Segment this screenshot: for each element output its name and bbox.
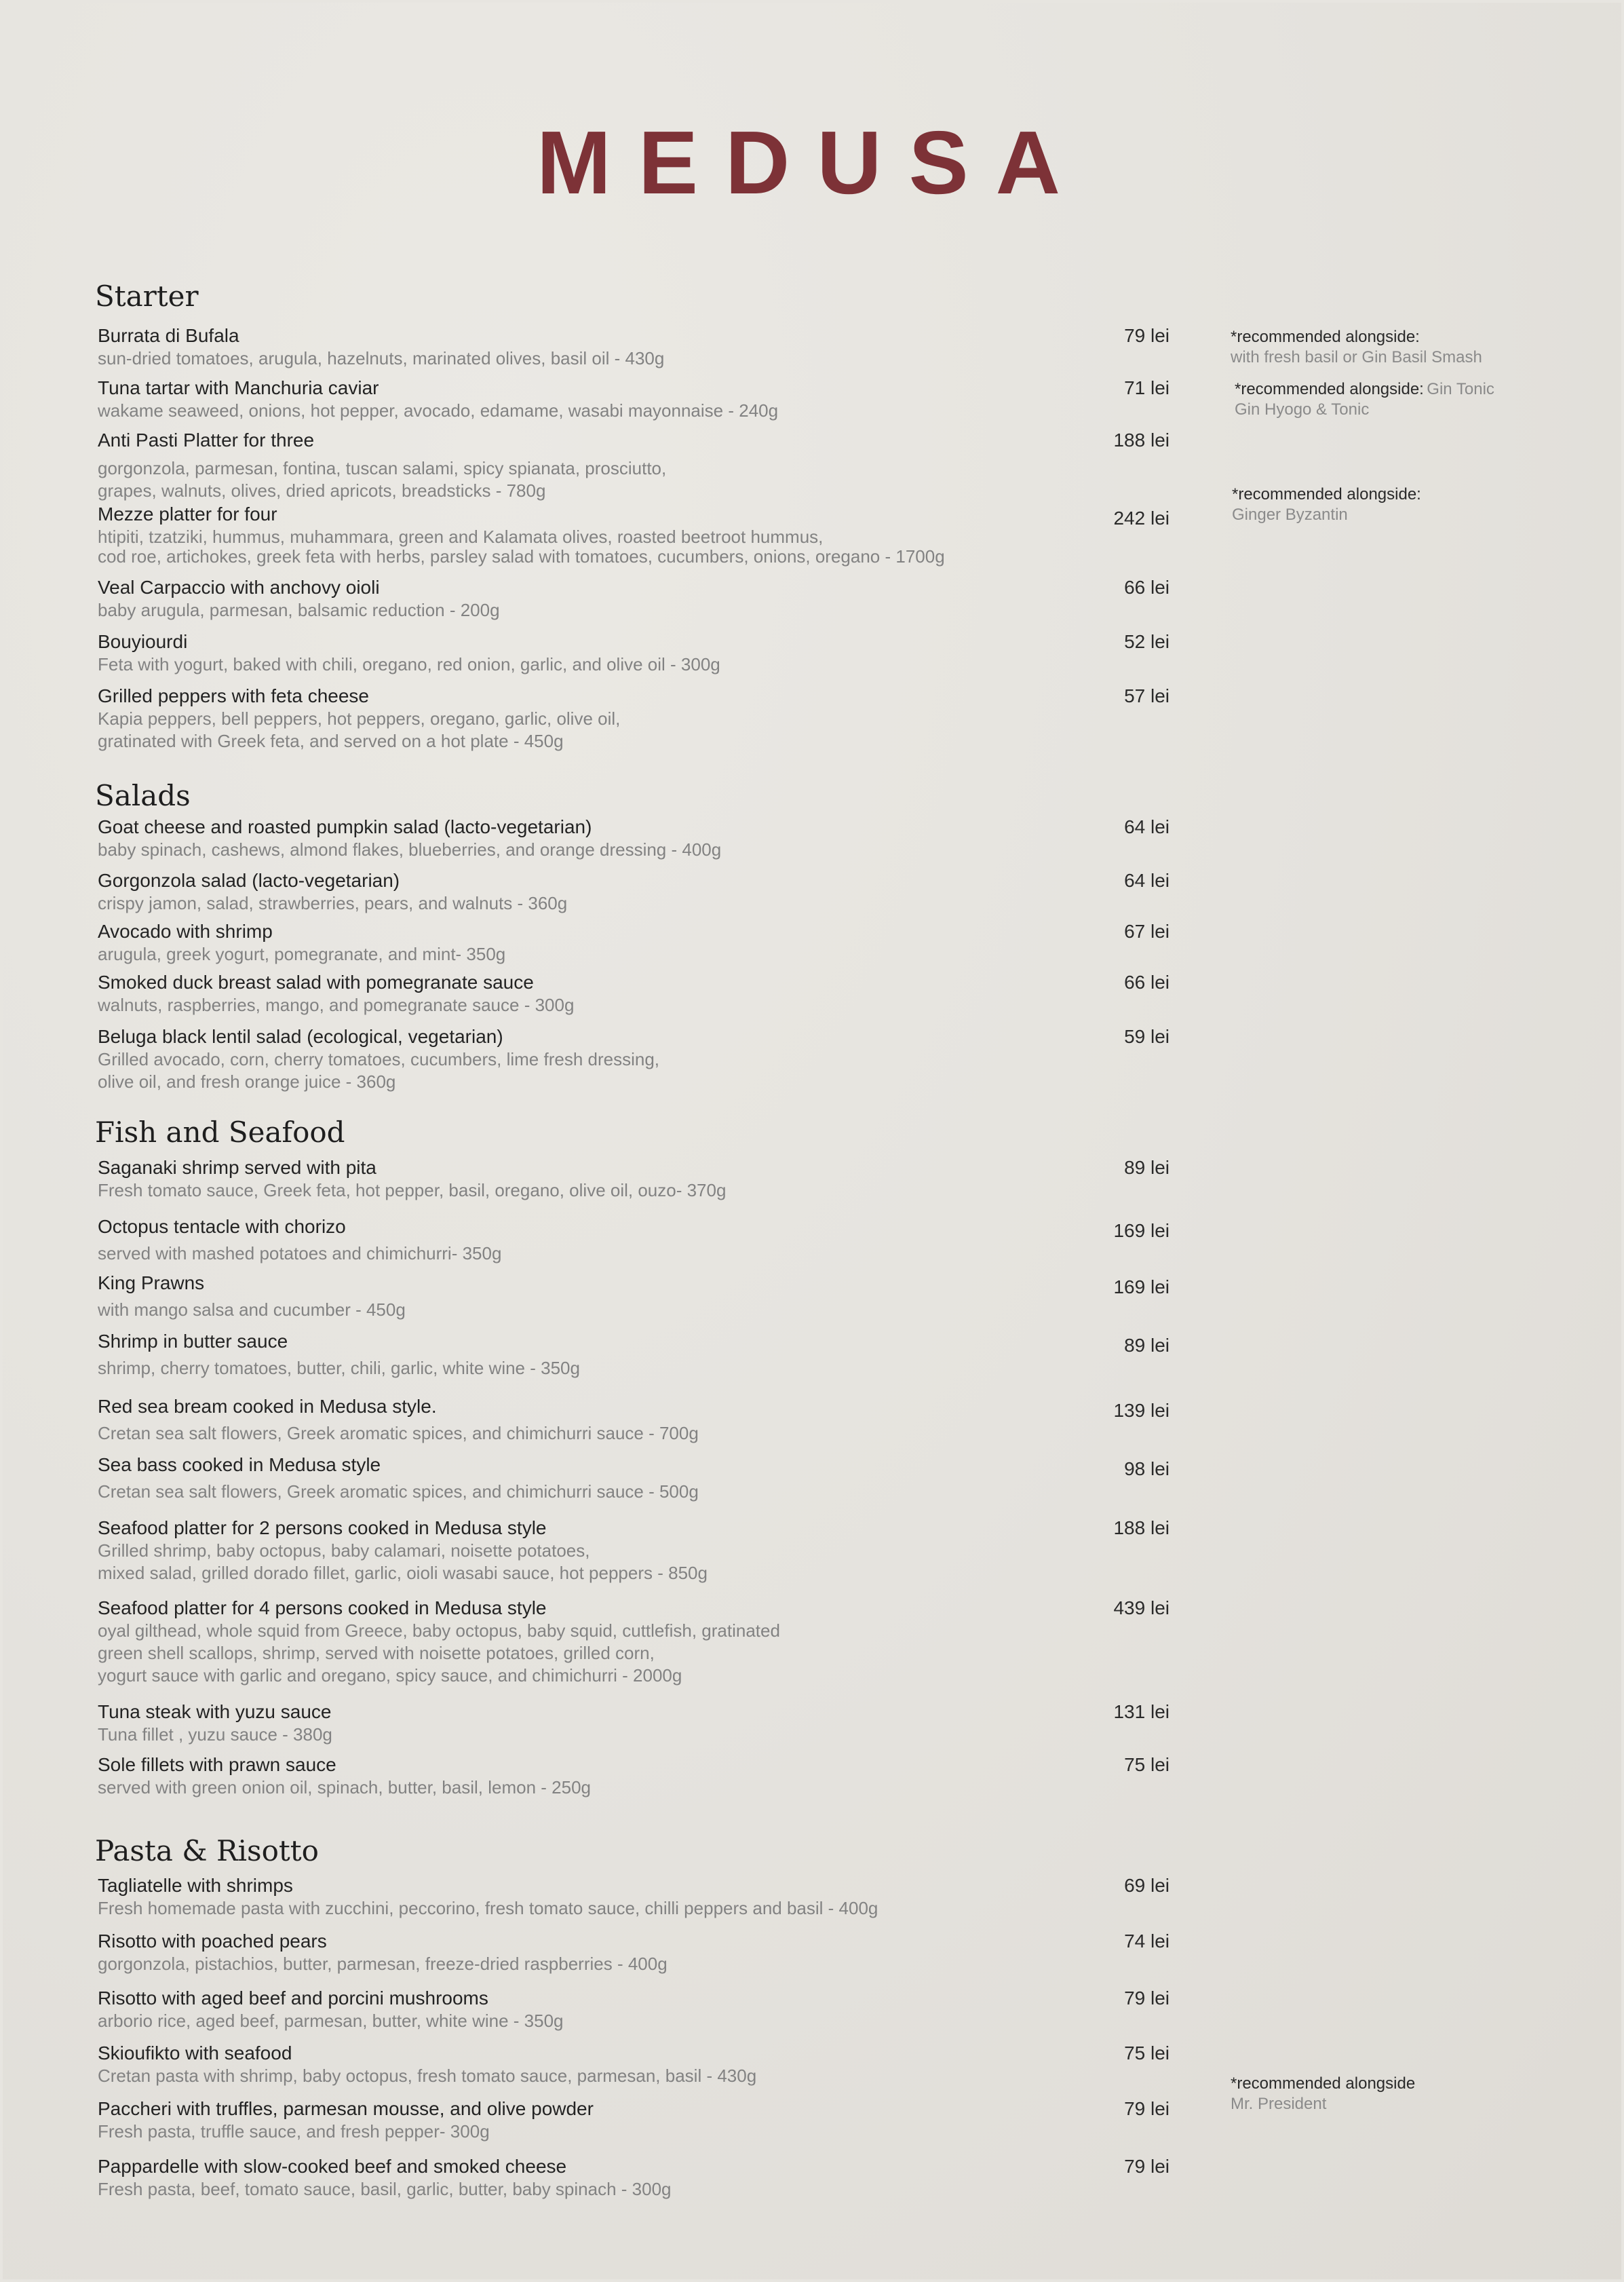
item-name: Shrimp in butter sauce [98, 1331, 288, 1352]
item-description: Cretan sea salt flowers, Greek aromatic spices, and chimichurri sauce - 500g [98, 1481, 699, 1502]
item-price: 188 lei [1113, 1517, 1169, 1538]
item-price: 131 lei [1113, 1701, 1169, 1722]
menu-item [98, 429, 1169, 502]
menu-item [98, 1272, 1169, 1321]
item-description: gratinated with Greek feta, and served on a hot plate - 450g [98, 731, 564, 751]
note-body: Gin Tonic [1427, 380, 1494, 398]
item-price: 89 lei [1124, 1157, 1169, 1178]
item-name: Octopus tentacle with chorizo [98, 1216, 346, 1237]
item-price: 74 lei [1124, 1931, 1169, 1952]
item-price: 59 lei [1124, 1026, 1169, 1047]
item-description: crispy jamon, salad, strawberries, pears, and walnuts - 360g [98, 893, 568, 913]
recommendation-note [1231, 2074, 1583, 2114]
item-description: Kapia peppers, bell peppers, hot peppers, oregano, garlic, olive oil, [98, 708, 621, 729]
menu-item [98, 1987, 1169, 2032]
menu-page [3, 3, 1621, 2279]
item-price: 79 lei [1124, 2098, 1169, 2119]
item-description: served with green onion oil, spinach, butter, basil, lemon - 250g [98, 1777, 591, 1798]
item-description: Fresh tomato sauce, Greek feta, hot pepper, basil, oregano, olive oil, ouzo- 370g [98, 1180, 727, 1200]
item-name: Beluga black lentil salad (ecological, vegetarian) [98, 1026, 503, 1047]
item-name: Risotto with aged beef and porcini mushrooms [98, 1988, 488, 2009]
item-description: shrimp, cherry tomatoes, butter, chili, garlic, white wine - 350g [98, 1358, 580, 1378]
item-price: 98 lei [1124, 1458, 1169, 1479]
menu-item [98, 920, 1169, 966]
item-name: Sea bass cooked in Medusa style [98, 1454, 381, 1475]
item-name: Red sea bream cooked in Medusa style. [98, 1396, 437, 1417]
menu-item [98, 1930, 1169, 1975]
menu-item [98, 324, 1169, 370]
menu-item [98, 685, 1169, 753]
menu-item [98, 1395, 1169, 1445]
note-heading: *recommended alongside: [1231, 328, 1420, 346]
item-price: 66 lei [1124, 577, 1169, 598]
menu-item [98, 1753, 1169, 1799]
item-name: Anti Pasti Platter for three [98, 430, 315, 451]
note-body: Gin Hyogo & Tonic [1235, 400, 1370, 419]
menu-item [98, 377, 1169, 422]
item-description: Tuna fillet , yuzu sauce - 380g [98, 1724, 332, 1745]
item-description: arugula, greek yogurt, pomegranate, and mint- 350g [98, 944, 506, 964]
note-heading: *recommended alongside: [1235, 380, 1424, 398]
item-description: baby arugula, parmesan, balsamic reduction - 200g [98, 600, 500, 620]
section-title-fish-and-seafood: Fish and Seafood [95, 1116, 345, 1149]
menu-item [98, 1215, 1169, 1265]
item-description: arborio rice, aged beef, parmesan, butter, white wine - 350g [98, 2011, 564, 2031]
item-name: Sole fillets with prawn sauce [98, 1754, 336, 1775]
item-description: oyal gilthead, whole squid from Greece, baby octopus, baby squid, cuttlefish, gratinated [98, 1620, 780, 1641]
section-title-salads: Salads [95, 779, 191, 812]
item-price: 69 lei [1124, 1875, 1169, 1896]
item-description: yogurt sauce with garlic and oregano, spicy sauce, and chimichurri - 2000g [98, 1665, 682, 1686]
menu-item [98, 576, 1169, 622]
item-name: Avocado with shrimp [98, 921, 273, 942]
item-description: mixed salad, grilled dorado fillet, garlic, oioli wasabi sauce, hot peppers - 850g [98, 1563, 708, 1583]
item-price: 71 lei [1124, 377, 1169, 398]
item-description: baby spinach, cashews, almond flakes, blueberries, and orange dressing - 400g [98, 839, 722, 860]
menu-item [98, 630, 1169, 676]
menu-item [98, 1156, 1169, 1202]
item-name: Tuna steak with yuzu sauce [98, 1701, 332, 1722]
item-price: 52 lei [1124, 631, 1169, 652]
item-name: Paccheri with truffles, parmesan mousse, and olive powder [98, 2098, 594, 2119]
item-name: Skioufikto with seafood [98, 2042, 292, 2064]
item-price: 242 lei [1113, 508, 1169, 529]
menu-item [98, 1453, 1169, 1503]
menu-item [98, 2155, 1169, 2201]
item-description: olive oil, and fresh orange juice - 360g [98, 1071, 396, 1092]
item-name: Burrata di Bufala [98, 325, 239, 346]
item-name: Mezze platter for four [98, 503, 277, 525]
item-price: 57 lei [1124, 685, 1169, 706]
section-title-starter: Starter [95, 280, 199, 313]
item-description: wakame seaweed, onions, hot pepper, avocado, edamame, wasabi mayonnaise - 240g [98, 400, 779, 421]
item-price: 66 lei [1124, 972, 1169, 993]
menu-item [98, 1874, 1169, 1920]
brand-logo: MEDUSA [536, 113, 1088, 212]
item-name: Pappardelle with slow-cooked beef and smoked cheese [98, 2156, 567, 2177]
item-price: 64 lei [1124, 816, 1169, 837]
item-description: served with mashed potatoes and chimichurri- 350g [98, 1243, 502, 1263]
item-price: 139 lei [1113, 1400, 1169, 1421]
item-description: walnuts, raspberries, mango, and pomegranate sauce - 300g [98, 995, 575, 1015]
menu-item [98, 816, 1169, 861]
note-body: Mr. President [1231, 2095, 1327, 2113]
item-price: 169 lei [1113, 1276, 1169, 1297]
item-name: Gorgonzola salad (lacto-vegetarian) [98, 870, 400, 891]
item-name: Tuna tartar with Manchuria caviar [98, 377, 379, 398]
item-name: Goat cheese and roasted pumpkin salad (lacto-vegetarian) [98, 816, 592, 837]
item-price: 188 lei [1113, 430, 1169, 451]
item-description: Cretan pasta with shrimp, baby octopus, fresh tomato sauce, parmesan, basil - 430g [98, 2066, 757, 2086]
item-price: 79 lei [1124, 325, 1169, 346]
item-description: sun-dried tomatoes, arugula, hazelnuts, marinated olives, basil oil - 430g [98, 348, 665, 368]
item-name: Risotto with poached pears [98, 1931, 327, 1952]
menu-item [98, 2042, 1169, 2087]
menu-item [98, 1597, 1169, 1687]
menu-item [98, 1330, 1169, 1380]
item-name: King Prawns [98, 1272, 205, 1293]
menu-item [98, 971, 1169, 1016]
item-name: Saganaki shrimp served with pita [98, 1157, 376, 1178]
item-name: Bouyiourdi [98, 631, 188, 652]
item-description: grapes, walnuts, olives, dried apricots, breadsticks - 780g [98, 480, 546, 501]
menu-item [98, 2097, 1169, 2143]
item-name: Tagliatelle with shrimps [98, 1875, 293, 1896]
item-price: 439 lei [1113, 1597, 1169, 1618]
item-description: Fresh pasta, truffle sauce, and fresh pepper- 300g [98, 2121, 490, 2142]
item-description: cod roe, artichokes, greek feta with herbs, parsley salad with tomatoes, cucumbers, onions, oregano - 1700g [98, 546, 945, 567]
item-name: Seafood platter for 4 persons cooked in Medusa style [98, 1597, 547, 1618]
item-description: green shell scallops, shrimp, served with noisette potatoes, grilled corn, [98, 1643, 655, 1663]
recommendation-note [1235, 379, 1587, 420]
item-description: gorgonzola, parmesan, fontina, tuscan salami, spicy spianata, prosciutto, [98, 458, 667, 478]
note-body: Ginger Byzantin [1232, 506, 1348, 524]
item-price: 67 lei [1124, 921, 1169, 942]
section-title-pasta-risotto: Pasta & Risotto [95, 1834, 319, 1867]
item-description: Fresh pasta, beef, tomato sauce, basil, garlic, butter, baby spinach - 300g [98, 2179, 672, 2199]
item-name: Smoked duck breast salad with pomegranate sauce [98, 972, 534, 993]
item-name: Grilled peppers with feta cheese [98, 685, 369, 706]
item-name: Veal Carpaccio with anchovy oioli [98, 577, 380, 598]
recommendation-note [1232, 484, 1585, 525]
menu-item [98, 1517, 1169, 1584]
item-price: 79 lei [1124, 1988, 1169, 2009]
note-heading: *recommended alongside: [1232, 485, 1421, 503]
item-description: htipiti, tzatziki, hummus, muhammara, green and Kalamata olives, roasted beetroot hummus, [98, 527, 824, 547]
item-description: Cretan sea salt flowers, Greek aromatic spices, and chimichurri sauce - 700g [98, 1423, 699, 1443]
note-heading: *recommended alongside [1231, 2074, 1416, 2093]
menu-item [98, 1025, 1169, 1093]
item-price: 79 lei [1124, 2156, 1169, 2177]
item-price: 75 lei [1124, 2042, 1169, 2064]
note-body: with fresh basil or Gin Basil Smash [1231, 348, 1482, 366]
item-name: Seafood platter for 2 persons cooked in Medusa style [98, 1517, 547, 1538]
item-price: 169 lei [1113, 1220, 1169, 1241]
menu-item [98, 869, 1169, 915]
menu-item [98, 503, 1169, 568]
item-description: gorgonzola, pistachios, butter, parmesan, freeze-dried raspberries - 400g [98, 1954, 668, 1974]
recommendation-note [1231, 327, 1583, 368]
item-description: Fresh homemade pasta with zucchini, peccorino, fresh tomato sauce, chilli peppers and basil - 400g [98, 1898, 878, 1918]
menu-item [98, 1700, 1169, 1746]
item-price: 64 lei [1124, 870, 1169, 891]
item-price: 89 lei [1124, 1335, 1169, 1356]
item-description: Feta with yogurt, baked with chili, oregano, red onion, garlic, and olive oil - 300g [98, 654, 720, 674]
item-description: Grilled shrimp, baby octopus, baby calamari, noisette potatoes, [98, 1540, 590, 1561]
item-price: 75 lei [1124, 1754, 1169, 1775]
item-description: with mango salsa and cucumber - 450g [98, 1299, 406, 1320]
item-description: Grilled avocado, corn, cherry tomatoes, cucumbers, lime fresh dressing, [98, 1049, 660, 1069]
